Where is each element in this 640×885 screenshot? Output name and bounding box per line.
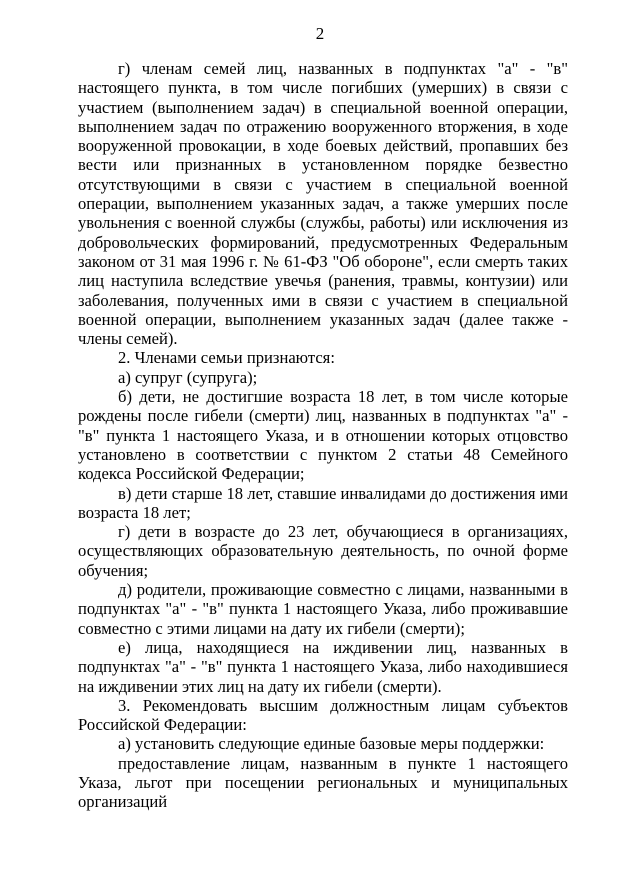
document-body: [78, 59, 568, 812]
paragraph-dependents: е) лица, находящиеся на иждивении лиц, названных в подпунктах "а" - "в" пункта 1 настоящего Указа, либо находившиеся на иждивении этих лиц на дату их гибели (смерти).: [78, 637, 568, 696]
paragraph-parents: д) родители, проживающие совместно с лицами, названными в подпунктах "а" - "в" пункта 1 настоящего Указа, либо проживавшие совместно с этими лицами на дату их гибели (смерти);: [78, 580, 568, 638]
paragraph-family-members-definition: г) членам семей лиц, названных в подпунктах "а" - "в" настоящего пункта, в том числе погибших (умерших) в связи с участием (выполнением задач) в специальной военной операции, выполнением задач по отражению вооруженного вторжения, в ходе вооруженной провокации, в ходе боевых действий, пропавших без вести или признанных в установленном порядке безвестно отсутствующими в связи с участием в специальной военной операции, выполнением указанных задач, а также умерших после увольнения с военной службы (службы, работы) или исключения из добровольческих формирований, предусмотренных Федеральным законом от 31 мая 1996 г. № 61-ФЗ "Об обороне", если смерть таких лиц наступила вследствие увечья (ранения, травмы, контузии) или заболевания, полученных ими в связи с участием в специальной военной операции, выполнением указанных задач (далее также - члены семей).: [78, 59, 568, 349]
paragraph-children-disabled: в) дети старше 18 лет, ставшие инвалидами до достижения ими возраста 18 лет;: [78, 483, 568, 522]
paragraph-spouse: а) супруг (супруга);: [118, 367, 258, 387]
paragraph-children-students: г) дети в возрасте до 23 лет, обучающиеся в организациях, осуществляющих образовательную деятельность, по очной форме обучения;: [78, 522, 568, 580]
paragraph-basic-support-measures: а) установить следующие единые базовые меры поддержки:: [118, 734, 545, 754]
paragraph-section-3-heading: 3. Рекомендовать высшим должностным лицам субъектов Российской Федерации:: [78, 695, 568, 735]
paragraph-children-under-18: б) дети, не достигшие возраста 18 лет, в том числе которые рождены после гибели (смерти) лиц, названных в подпунктах "а" - "в" пункта 1 настоящего Указа, и в отношении которых отцовство установлено в соответствии с пунктом 2 статьи 48 Семейного кодекса Российской Федерации;: [78, 387, 568, 484]
paragraph-benefits-provision: предоставление лицам, названным в пункте 1 настоящего Указа, льгот при посещении региональных и муниципальных организаций: [78, 753, 568, 812]
paragraph-section-2-heading: 2. Членами семьи признаются:: [118, 348, 335, 368]
page-number: 2: [315, 24, 325, 43]
